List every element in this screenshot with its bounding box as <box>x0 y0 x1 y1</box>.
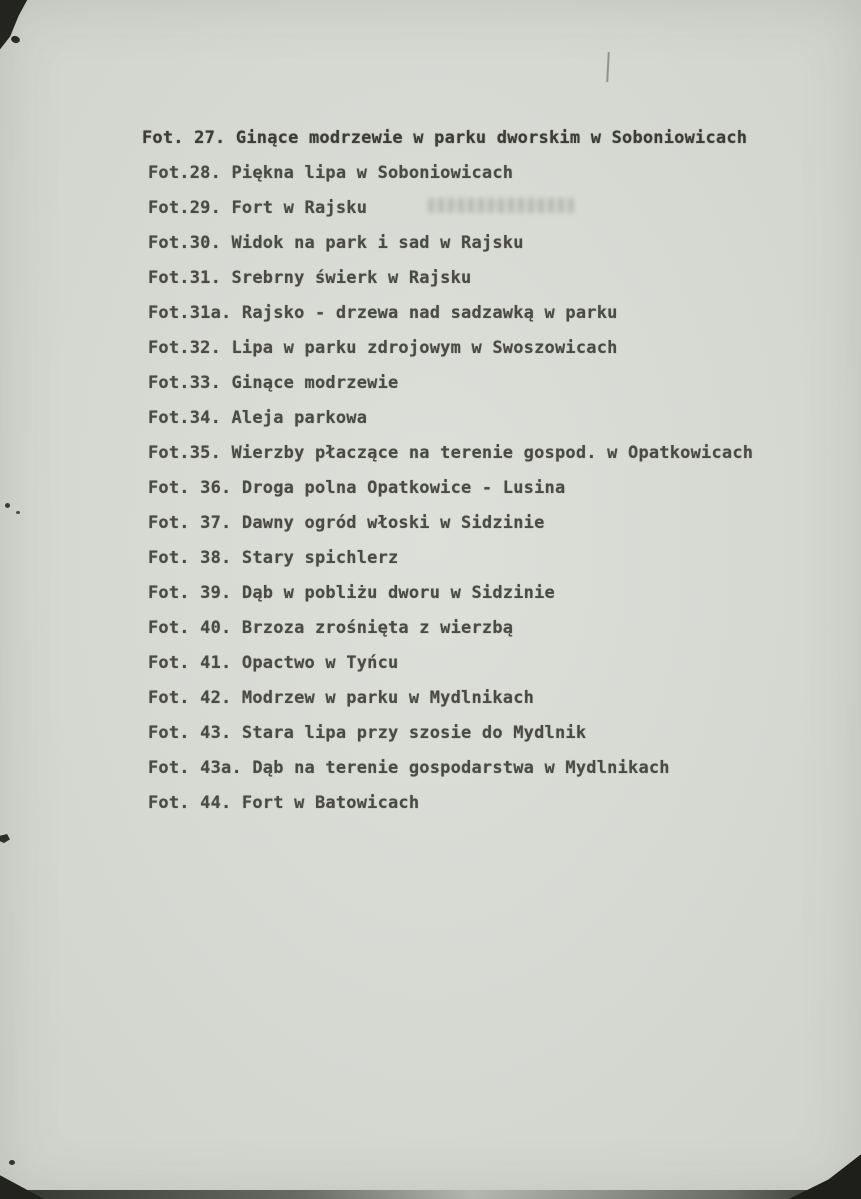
list-item: Fot.31. Srebrny świerk w Rajsku <box>148 268 472 288</box>
list-item: Fot.29. Fort w Rajsku <box>148 198 368 218</box>
scan-artifact-top-left-corner <box>0 0 34 52</box>
list-item: Fot.30. Widok na park i sad w Rajsku <box>148 233 524 253</box>
scan-artifact-speck <box>10 35 21 45</box>
list-item: Fot. 37. Dawny ogród włoski w Sidzinie <box>148 513 545 533</box>
list-item: Fot. 40. Brzoza zrośnięta z wierzbą <box>148 618 514 638</box>
list-item: Fot. 27. Ginące modrzewie w parku dworskim w Soboniowicach <box>142 128 748 148</box>
list-item: Fot. 42. Modrzew w parku w Mydlnikach <box>148 688 535 708</box>
list-item: Fot. 43a. Dąb na terenie gospodarstwa w Mydlnikach <box>148 758 670 778</box>
list-item: Fot. 36. Droga polna Opatkowice - Lusina <box>148 478 566 498</box>
list-item: Fot.34. Aleja parkowa <box>148 408 368 428</box>
list-item: Fot.33. Ginące modrzewie <box>148 373 399 393</box>
list-item: Fot.32. Lipa w parku zdrojowym w Swoszowicach <box>148 338 618 358</box>
scan-artifact-speck <box>0 834 10 843</box>
list-item: Fot. 43. Stara lipa przy szosie do Mydlnik <box>148 723 587 743</box>
scan-artifact-bottom-edge <box>0 1190 861 1199</box>
scan-artifact-line <box>606 52 610 82</box>
photo-list <box>142 128 821 828</box>
scan-artifact-bottom-right-corner <box>789 1143 861 1199</box>
list-item: Fot.35. Wierzby płaczące na terenie gospod. w Opatkowicach <box>148 443 754 463</box>
scan-artifact-bottom-left-corner <box>0 1165 44 1199</box>
scan-artifact-speck <box>9 1160 15 1165</box>
scan-artifact-speck <box>5 503 10 508</box>
scan-artifact-speck <box>16 511 20 514</box>
list-item: Fot. 41. Opactwo w Tyńcu <box>148 653 399 673</box>
list-item: Fot. 38. Stary spichlerz <box>148 548 399 568</box>
list-item: Fot. 44. Fort w Batowicach <box>148 793 420 813</box>
list-item: Fot.28. Piękna lipa w Soboniowicach <box>148 163 514 183</box>
list-item: Fot.31a. Rajsko - drzewa nad sadzawką w parku <box>148 303 618 323</box>
list-item: Fot. 39. Dąb w pobliżu dworu w Sidzinie <box>148 583 555 603</box>
